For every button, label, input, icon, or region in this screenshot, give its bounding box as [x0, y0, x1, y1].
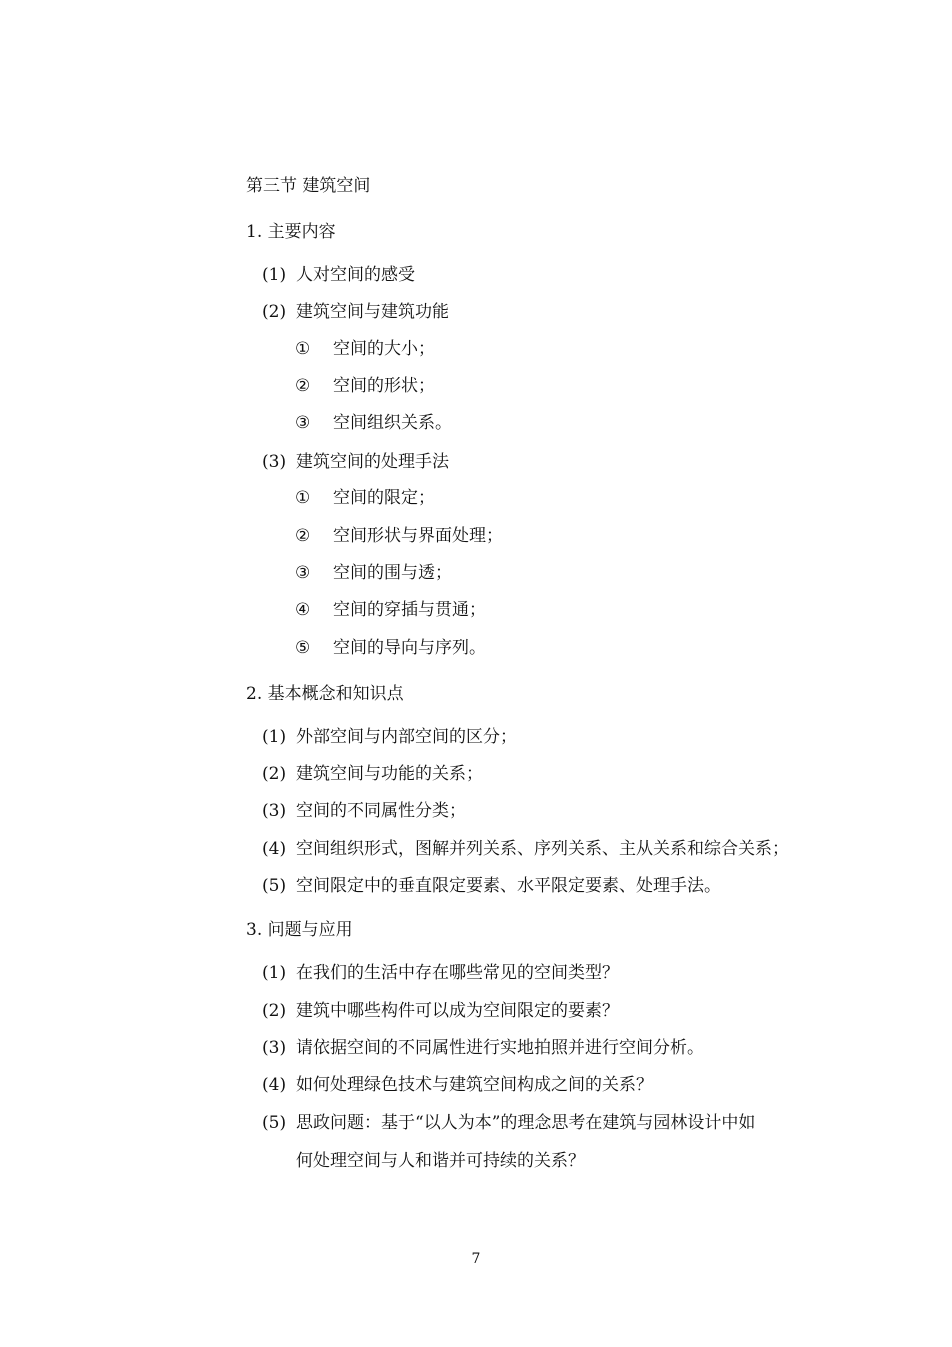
- list-item: [262, 1037, 704, 1059]
- heading-questions: 3. 问题与应用: [246, 920, 353, 940]
- item-text: 空间的形状；: [333, 376, 435, 396]
- item-text: 空间的围与透；: [333, 563, 452, 583]
- list-item: [262, 1000, 619, 1022]
- list-item: [262, 962, 619, 984]
- item-number: ①: [295, 339, 311, 359]
- item-number: ②: [295, 526, 311, 546]
- item-text: 空间的不同属性分类；: [296, 801, 466, 821]
- item-text: 空间的大小；: [333, 339, 435, 359]
- sub-list-item: [295, 412, 452, 434]
- item-number: (2): [262, 302, 287, 322]
- item-text: 人对空间的感受: [296, 265, 415, 285]
- item-number: ⑤: [295, 638, 311, 658]
- item-text: 建筑空间的处理手法: [296, 452, 449, 472]
- page-number: 7: [471, 1251, 481, 1267]
- item-text: 建筑中哪些构件可以成为空间限定的要素？: [296, 1001, 619, 1021]
- item-number: (1): [262, 265, 287, 285]
- sub-list-item: [295, 637, 486, 659]
- item-text: 空间的限定；: [333, 488, 435, 508]
- sub-list-item: [295, 562, 452, 584]
- item-number: (3): [262, 801, 287, 821]
- item-number: ②: [295, 376, 311, 396]
- item-text: 空间的导向与序列。: [333, 638, 486, 658]
- item-number: (4): [262, 1075, 287, 1095]
- item-text: 外部空间与内部空间的区分；: [296, 727, 517, 747]
- item-text: 请依据空间的不同属性进行实地拍照并进行空间分析。: [296, 1038, 704, 1058]
- list-item: [262, 875, 721, 897]
- item-number: (2): [262, 764, 287, 784]
- item-text: 思政问题：基于“以人为本”的理念思考在建筑与园林设计中如: [296, 1113, 756, 1133]
- section-title: 第三节 建筑空间: [246, 176, 371, 196]
- list-item: [262, 264, 415, 286]
- item-number: (4): [262, 839, 287, 859]
- item-number: (3): [262, 1038, 287, 1058]
- list-item: [262, 451, 449, 473]
- item-number: (1): [262, 727, 287, 747]
- list-item-continuation: 何处理空间与人和谐并可持续的关系？: [296, 1151, 585, 1171]
- item-number: ④: [295, 600, 311, 620]
- item-text: 如何处理绿色技术与建筑空间构成之间的关系？: [296, 1075, 653, 1095]
- item-number: ①: [295, 488, 311, 508]
- item-text: 建筑空间与功能的关系；: [296, 764, 483, 784]
- sub-list-item: [295, 338, 435, 360]
- item-number: (3): [262, 452, 287, 472]
- item-text: 空间的穿插与贯通；: [333, 600, 486, 620]
- item-text: 空间限定中的垂直限定要素、水平限定要素、处理手法。: [296, 876, 721, 896]
- list-item: [262, 763, 483, 785]
- item-text: 建筑空间与建筑功能: [296, 302, 449, 322]
- item-number: ③: [295, 563, 311, 583]
- list-item: [262, 838, 789, 860]
- item-text: 空间组织形式，图解并列关系、序列关系、主从关系和综合关系；: [296, 839, 789, 859]
- sub-list-item: [295, 525, 503, 547]
- heading-main-content: 1. 主要内容: [246, 222, 336, 242]
- heading-key-concepts: 2. 基本概念和知识点: [246, 684, 404, 704]
- sub-list-item: [295, 599, 486, 621]
- list-item: [262, 726, 517, 748]
- item-number: ③: [295, 413, 311, 433]
- sub-list-item: [295, 487, 435, 509]
- item-number: (5): [262, 1113, 287, 1133]
- list-item: [262, 1074, 653, 1096]
- item-text: 空间形状与界面处理；: [333, 526, 503, 546]
- list-item: [262, 800, 466, 822]
- item-number: (1): [262, 963, 287, 983]
- list-item: [262, 1112, 755, 1134]
- item-text: 空间组织关系。: [333, 413, 452, 433]
- sub-list-item: [295, 375, 435, 397]
- item-text: 在我们的生活中存在哪些常见的空间类型？: [296, 963, 619, 983]
- list-item: [262, 301, 449, 323]
- item-number: (2): [262, 1001, 287, 1021]
- item-number: (5): [262, 876, 287, 896]
